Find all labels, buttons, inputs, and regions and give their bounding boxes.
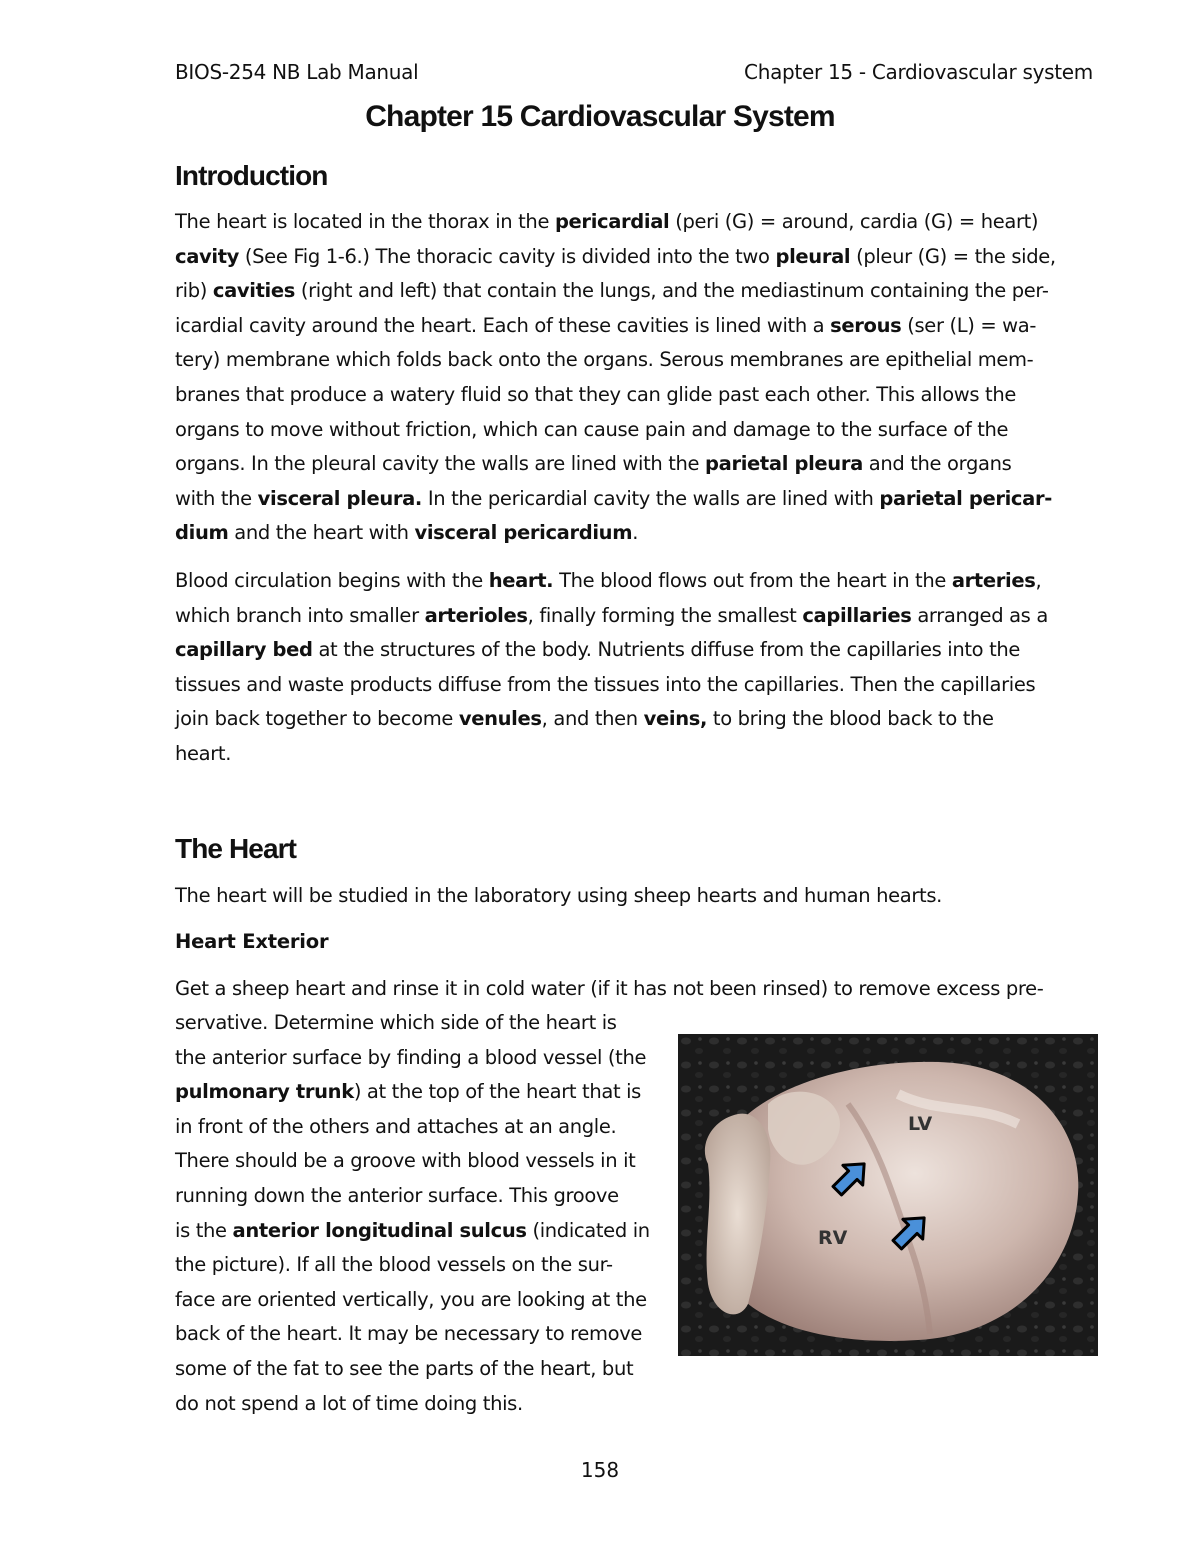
text-segment: the picture). If all the blood vessels on the sur-	[175, 1253, 613, 1277]
heart-exterior-first-line	[175, 972, 1095, 1007]
text-line	[175, 1283, 680, 1318]
text-segment: ) at the top of the heart that is	[353, 1080, 641, 1104]
the-heart-heading: The Heart	[175, 833, 297, 864]
text-segment: , finally forming the smallest	[527, 603, 803, 627]
svg-text:LV: LV	[908, 1113, 933, 1135]
text-segment: tery) membrane which folds back onto the organs. Serous membranes are epithelial mem-	[175, 348, 1034, 372]
text-segment: The heart is located in the thorax in the	[175, 210, 555, 233]
page-number: 158	[580, 1458, 620, 1482]
text-segment: The blood flows out from the heart in the	[553, 569, 952, 592]
text-line	[175, 1352, 680, 1387]
sheep-heart-photo	[678, 1034, 1098, 1356]
text-line	[175, 1179, 680, 1214]
text-segment: rib)	[175, 279, 213, 303]
text-segment: (ser (L) = wa-	[901, 313, 1037, 337]
text-line	[175, 1144, 680, 1179]
sheep-heart-figure	[678, 1034, 1098, 1356]
text-segment: , and then	[541, 707, 644, 731]
text-line	[175, 447, 1095, 482]
text-line	[175, 413, 1095, 448]
text-line	[175, 274, 1095, 309]
text-line: Get a sheep heart and rinse it in cold water (if it has not been rinsed) to remove excess pre-	[175, 977, 1044, 1000]
text-line	[175, 702, 1095, 737]
text-segment: tissues and waste products diffuse from the tissues into the capillaries. Then the capillaries	[175, 672, 1036, 696]
text-line	[175, 1110, 680, 1145]
chapter-title: Chapter 15 Cardiovascular System	[365, 100, 835, 133]
text-segment: running down the anterior surface. This groove	[175, 1183, 619, 1207]
text-segment: (pleur (G) = the side,	[850, 244, 1056, 268]
text-segment: some of the fat to see the parts of the heart, but	[175, 1356, 634, 1380]
text-segment: organs to move without friction, which can cause pain and damage to the surface of the	[175, 417, 1009, 441]
text-segment: to bring the blood back to the	[707, 707, 994, 731]
text-segment: join back together to become	[175, 707, 459, 731]
text-segment: and the organs	[862, 452, 1012, 476]
text-line	[175, 1317, 680, 1352]
text-line	[175, 1387, 680, 1422]
text-segment: face are oriented vertically, you are looking at the	[175, 1287, 647, 1311]
svg-text:RV: RV	[818, 1227, 848, 1249]
text-line	[175, 309, 1095, 344]
text-segment: icardial cavity around the heart. Each of these cavities is lined with a	[175, 313, 831, 337]
text-line	[175, 633, 1095, 668]
text-segment: which branch into smaller	[175, 603, 425, 627]
text-line	[175, 343, 1095, 378]
text-line	[175, 599, 1095, 634]
text-segment: servative. Determine which side of the heart is	[175, 1011, 617, 1034]
text-line	[175, 516, 1095, 551]
bold-term: veins,	[643, 707, 708, 731]
text-segment: arranged as a	[911, 603, 1048, 627]
text-line	[175, 1006, 680, 1041]
bold-term: parietal pleura	[705, 452, 863, 476]
text-segment: Blood circulation begins with the	[175, 569, 489, 592]
text-segment: at the structures of the body. Nutrients diffuse from the capillaries into the	[312, 638, 1021, 662]
bold-term: cavities	[212, 279, 296, 303]
running-header-right: Chapter 15 - Cardiovascular system	[744, 60, 1093, 84]
introduction-paragraph-1	[175, 205, 1095, 551]
text-segment: in front of the others and attaches at an angle.	[175, 1114, 617, 1138]
text-segment: There should be a groove with blood vessels in it	[175, 1149, 636, 1173]
running-header-left: BIOS-254 NB Lab Manual	[175, 60, 419, 84]
bold-term: capillaries	[802, 603, 912, 627]
bold-term: pericardial	[554, 210, 670, 233]
label-rv	[818, 1227, 848, 1249]
text-line	[175, 668, 1095, 703]
text-line	[175, 205, 1095, 240]
text-segment: the anterior surface by finding a blood vessel (the	[175, 1045, 647, 1069]
text-segment: organs. In the pleural cavity the walls are lined with the	[175, 452, 706, 476]
text-line	[175, 564, 1095, 599]
bold-term: serous	[830, 313, 902, 337]
text-line	[175, 482, 1095, 517]
heart-exterior-heading: Heart Exterior	[175, 930, 329, 953]
bold-term: arteries	[951, 569, 1036, 592]
bold-term: parietal pericar-	[879, 486, 1052, 510]
text-segment: (See Fig 1-6.) The thoracic cavity is divided into the two	[239, 244, 776, 268]
text-segment: branes that produce a watery fluid so that they can glide past each other. This allows the	[175, 382, 1017, 406]
bold-term: pulmonary trunk	[175, 1080, 354, 1104]
bold-term: pleural	[775, 244, 851, 268]
text-segment: (right and left) that contain the lungs, and the mediastinum containing the per-	[295, 279, 1049, 303]
text-line	[175, 1214, 680, 1249]
bold-term: capillary bed	[175, 638, 313, 662]
bold-term: visceral pleura.	[257, 486, 422, 510]
text-line	[175, 737, 1095, 772]
text-line	[175, 1041, 680, 1076]
text-segment: In the pericardial cavity the walls are lined with	[422, 486, 880, 510]
the-heart-intro	[175, 879, 1095, 914]
bold-term: anterior longitudinal sulcus	[232, 1218, 527, 1242]
text-line	[175, 1075, 680, 1110]
text-segment: heart.	[175, 741, 232, 765]
introduction-paragraph-2	[175, 564, 1095, 772]
text-segment: (peri (G) = around, cardia (G) = heart)	[669, 210, 1039, 233]
bold-term: arterioles	[424, 603, 528, 627]
bold-term: visceral pericardium	[414, 521, 633, 545]
text-segment: do not spend a lot of time doing this.	[175, 1391, 523, 1415]
heart-exterior-column-text	[175, 1006, 680, 1421]
text-segment: (indicated in	[526, 1218, 650, 1242]
text-segment: back of the heart. It may be necessary to remove	[175, 1322, 643, 1346]
text-segment: with the	[175, 486, 258, 510]
text-line	[175, 378, 1095, 413]
text-line	[175, 240, 1095, 275]
text-line: The heart will be studied in the laboratory using sheep hearts and human hearts.	[175, 884, 943, 907]
text-segment: ,	[1035, 569, 1042, 592]
text-segment: and the heart with	[228, 521, 415, 545]
bold-term: heart.	[488, 569, 554, 592]
bold-term: venules	[458, 707, 542, 731]
bold-term: cavity	[175, 244, 240, 268]
text-line	[175, 1248, 680, 1283]
introduction-heading: Introduction	[175, 160, 328, 191]
text-segment: .	[632, 521, 639, 545]
text-segment: is the	[175, 1218, 233, 1242]
label-lv	[908, 1113, 932, 1135]
bold-term: dium	[175, 521, 229, 545]
